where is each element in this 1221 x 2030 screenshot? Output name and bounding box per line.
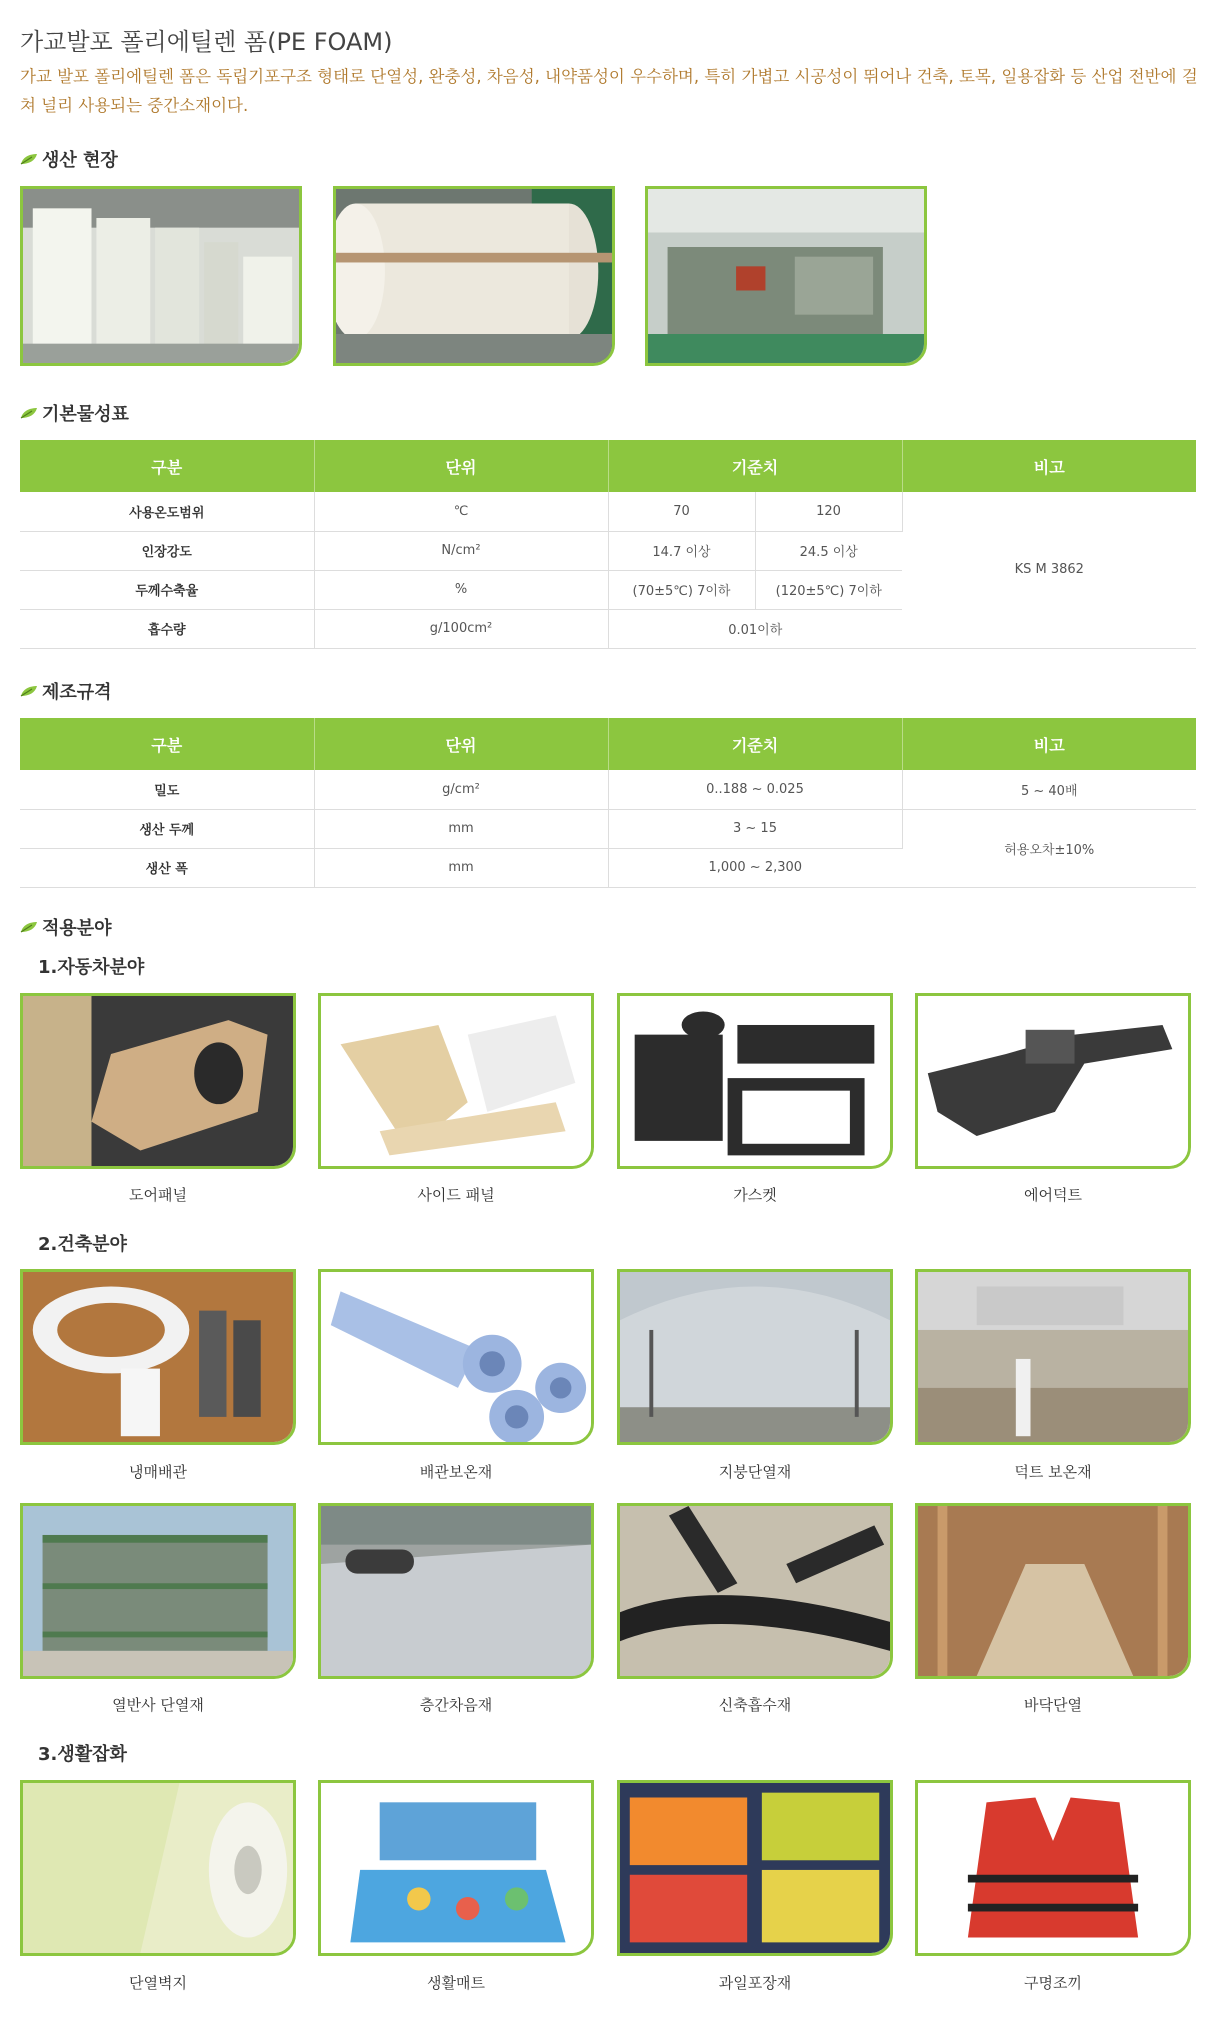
- product-label: 덕트 보온재: [1014, 1463, 1092, 1481]
- category-title-household: 3.생활잡화: [38, 1744, 127, 1765]
- value-cell: (120±5℃) 7이하: [755, 570, 902, 609]
- product-image-pipe-insulation: [318, 1269, 594, 1445]
- product-label: 배관보온재: [419, 1463, 493, 1481]
- unit-cell: N/cm²: [314, 531, 608, 570]
- product-label: 바닥단열: [1024, 1696, 1082, 1714]
- section-heading-production: [20, 146, 118, 172]
- value-cell: 24.5 이상: [755, 531, 902, 570]
- product-image-insulation-wallpaper: [20, 1780, 296, 1956]
- leaf-icon: [20, 407, 38, 419]
- note-cell: 허용오차±10%: [902, 809, 1196, 887]
- table-header-row: [20, 440, 1196, 492]
- header-cell: 비고: [902, 440, 1196, 492]
- value-cell: 0..188 ~ 0.025: [608, 770, 902, 809]
- product-image-air-duct: [915, 993, 1191, 1169]
- product-image-floor-insulation: [915, 1503, 1191, 1679]
- section-title: 기본물성표: [42, 404, 129, 425]
- section-title: 제조규격: [42, 682, 112, 703]
- product-label: 열반사 단열재: [112, 1696, 204, 1714]
- product-label: 가스켓: [733, 1186, 777, 1204]
- product-image-life-vest: [915, 1780, 1191, 1956]
- row-label: 밀도: [20, 770, 314, 809]
- header-cell: 단위: [314, 440, 608, 492]
- header-cell: 구분: [20, 440, 314, 492]
- category-title-construction: 2.건축분야: [38, 1234, 127, 1255]
- product-image-refrigerant-pipe: [20, 1269, 296, 1445]
- product-image-living-mat: [318, 1780, 594, 1956]
- table-row: [20, 770, 1196, 809]
- row-label: 생산 두께: [20, 809, 314, 848]
- section-title: 적용분야: [42, 918, 112, 939]
- unit-cell: g/cm²: [314, 770, 608, 809]
- value-cell: 120: [755, 492, 902, 531]
- product-label: 단열벽지: [129, 1974, 187, 1992]
- product-label: 생활매트: [427, 1974, 485, 1992]
- row-label: 두께수축율: [20, 570, 314, 609]
- unit-cell: g/100cm²: [314, 609, 608, 648]
- value-cell: 0.01이하: [608, 609, 902, 648]
- production-photo-roll: [333, 186, 615, 366]
- row-label: 흡수량: [20, 609, 314, 648]
- product-image-side-panel: [318, 993, 594, 1169]
- value-cell: (70±5℃) 7이하: [608, 570, 755, 609]
- properties-table: [20, 440, 1196, 649]
- leaf-icon: [20, 921, 38, 933]
- value-cell: 14.7 이상: [608, 531, 755, 570]
- value-cell: 3 ~ 15: [608, 809, 902, 848]
- product-label: 과일포장재: [718, 1974, 792, 1992]
- product-image-fruit-packaging: [617, 1780, 893, 1956]
- row-label: 인장강도: [20, 531, 314, 570]
- product-image-interfloor-sound-insulation: [318, 1503, 594, 1679]
- product-label: 지붕단열재: [718, 1463, 792, 1481]
- value-cell: 1,000 ~ 2,300: [608, 848, 902, 887]
- unit-cell: ℃: [314, 492, 608, 531]
- table-header-row: [20, 718, 1196, 770]
- spec-table: [20, 718, 1196, 888]
- unit-cell: mm: [314, 848, 608, 887]
- product-image-expansion-absorber: [617, 1503, 893, 1679]
- value-cell: 70: [608, 492, 755, 531]
- header-cell: 구분: [20, 718, 314, 770]
- product-image-duct-insulation: [915, 1269, 1191, 1445]
- section-title: 생산 현장: [42, 150, 118, 171]
- product-label: 신축흡수재: [718, 1696, 792, 1714]
- header-cell: 단위: [314, 718, 608, 770]
- row-label: 생산 폭: [20, 848, 314, 887]
- page-title: 가교발포 폴리에틸렌 폼(PE FOAM): [20, 28, 393, 56]
- unit-cell: %: [314, 570, 608, 609]
- production-photo-machine: [645, 186, 927, 366]
- note-cell: KS M 3862: [902, 492, 1196, 648]
- row-label: 사용온도범위: [20, 492, 314, 531]
- category-title-automotive: 1.자동차분야: [38, 957, 145, 978]
- table-row: [20, 809, 1196, 848]
- header-cell: 비고: [902, 718, 1196, 770]
- product-label: 사이드 패널: [417, 1186, 495, 1204]
- intro-text: 가교 발포 폴리에틸렌 폼은 독립기포구조 형태로 단열성, 완충성, 차음성, 내약품성이 우수하며, 특히 가볍고 시공성이 뛰어나 건축, 토목, 일용잡화 등 산업 전반에 걸쳐 널리 사용되는 중간소재이다.: [20, 67, 1198, 115]
- section-heading-properties: [20, 400, 129, 426]
- product-label: 에어덕트: [1024, 1186, 1082, 1204]
- section-heading-specs: [20, 678, 112, 704]
- production-photo-warehouse: [20, 186, 302, 366]
- product-label: 구명조끼: [1024, 1974, 1082, 1992]
- product-image-reflective-insulation: [20, 1503, 296, 1679]
- header-cell: 기준치: [608, 718, 902, 770]
- product-image-gasket: [617, 993, 893, 1169]
- product-label: 냉매배관: [129, 1463, 187, 1481]
- section-heading-applications: [20, 914, 112, 940]
- product-image-door-panel: [20, 993, 296, 1169]
- leaf-icon: [20, 685, 38, 697]
- note-cell: 5 ~ 40배: [902, 770, 1196, 809]
- unit-cell: mm: [314, 809, 608, 848]
- product-image-roof-insulation: [617, 1269, 893, 1445]
- table-row: [20, 492, 1196, 531]
- leaf-icon: [20, 153, 38, 165]
- product-label: 도어패널: [129, 1186, 187, 1204]
- header-cell: 기준치: [608, 440, 902, 492]
- product-label: 층간차음재: [419, 1696, 493, 1714]
